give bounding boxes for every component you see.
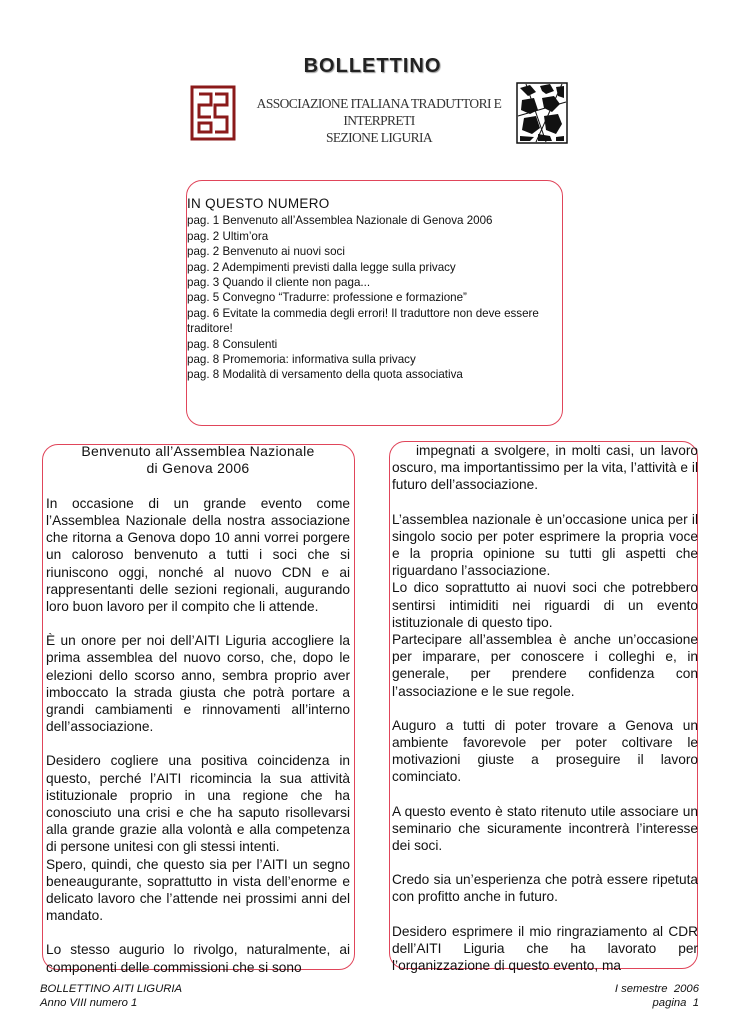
footer-issue: Anno VIII numero 1 (40, 997, 138, 1009)
toc (187, 196, 559, 383)
article-paragraph: Desidero cogliere una positiva coincidenza in questo, perché l’AITI ricomincia la sua attività istituzionale proprio in una regione che ha conosciuto una crisi e che ha saputo risollevarsi alla grande grazie alla volontà e alla competenza di persone unitesi con gli stessi intenti. (46, 753, 350, 855)
footer-publication: BOLLETTINO AITI LIGURIA (40, 983, 183, 995)
footer-left (40, 982, 182, 1010)
article-paragraph: Lo stesso augurio lo rivolgo, naturalmente, ai componenti delle commissioni che si sono (46, 942, 350, 975)
association-line-1: ASSOCIAZIONE ITALIANA TRADUTTORI E INTERPRETI (256, 96, 502, 128)
toc-item: pag. 2 Benvenuto ai nuovi soci (187, 245, 345, 259)
article-paragraph: Lo dico soprattutto ai nuovi soci che potrebbero sentirsi intimiditi nei riguardi di un evento istituzionale di questo tipo. (392, 580, 698, 630)
aiti-logo-icon (190, 85, 236, 141)
liguria-emblem-icon (516, 82, 568, 144)
article-paragraph: A questo evento è stato ritenuto utile associare un seminario che sicuramente incontrerà l’interesse dei soci. (392, 803, 698, 854)
article-paragraph: Credo sia un’esperienza che potrà essere ripetuta con profitto anche in futuro. (392, 872, 698, 905)
bulletin-title: BOLLETTINO (303, 55, 442, 77)
toc-item: pag. 2 Adempimenti previsti dalla legge sulla privacy (187, 260, 456, 274)
toc-item: pag. 6 Evitate la commedia degli errori! Il traduttore non deve essere traditore! (187, 306, 539, 336)
article-paragraph: In occasione di un grande evento come l’Assemblea Nazionale della nostra associazione che ritorna a Genova dopo 10 anni vorrei porgere un caloroso benvenuto a tutti i soci che si riuniscono oggi, nonché al nuovo CDN e ai rappresentanti delle sezioni regionali, augurando loro buon lavoro per il compito che li attende. (46, 495, 350, 615)
toc-item: pag. 8 Promemoria: informativa sulla privacy (187, 353, 416, 367)
association-line-2: SEZIONE LIGURIA (325, 130, 433, 145)
toc-heading: IN QUESTO NUMERO (187, 196, 330, 211)
article-column-left (46, 443, 350, 976)
article-title (46, 443, 350, 478)
article-paragraph: impegnati a svolgere, in molti casi, un lavoro oscuro, ma importantissimo per la vita, l’attività e il futuro dell’associazione. (392, 443, 698, 493)
article-paragraph: È un onore per noi dell’AITI Liguria accogliere la prima assemblea del nuovo corso, che, dopo le elezioni dello scorso anno, sembra proprio aver imboccato la strada giusta che potrà portare a grandi cambiamenti e rinnovamenti all’interno dell’associazione. (46, 633, 350, 735)
footer-page-number: pagina 1 (652, 997, 699, 1009)
toc-item: pag. 8 Modalità di versamento della quota associativa (187, 368, 463, 382)
article-paragraph: Partecipare all’assemblea è anche un’occasione per imparare, per conoscere i colleghi e, in generale, per prendere confidenza con l’associazione e le sue regole. (392, 632, 698, 699)
toc-item: pag. 1 Benvenuto all’Assemblea Nazionale di Genova 2006 (187, 214, 493, 228)
article-paragraph: Desidero esprimere il mio ringraziamento al CDR dell’AITI Liguria che ha lavorato per l’organizzazione di questo evento, ma (392, 923, 698, 974)
association-name (244, 95, 514, 146)
article-title-line-1: Benvenuto all’Assemblea Nazionale (81, 443, 315, 459)
article-paragraph: L’assemblea nazionale è un’occasione unica per il singolo socio per poter esprimere la propria voce e la propria opinione su tutti gli aspetti che riguardano l’associazione. (392, 511, 698, 579)
article-title-line-2: di Genova 2006 (146, 460, 250, 477)
article-column-right (392, 442, 698, 974)
toc-item: pag. 8 Consulenti (187, 337, 278, 351)
toc-item: pag. 2 Ultim’ora (187, 229, 269, 243)
article-paragraph: Auguro a tutti di poter trovare a Genova un ambiente favorevole per poter coltivare le motivazioni giuste a proseguire il lavoro cominciato. (392, 717, 698, 785)
toc-item: pag. 3 Quando il cliente non paga... (187, 276, 371, 290)
footer-semester: I semestre 2006 (614, 983, 699, 995)
toc-item: pag. 5 Convegno “Tradurre: professione e formazione” (187, 291, 467, 305)
article-paragraph: Spero, quindi, che questo sia per l’AITI un segno beneaugurante, soprattutto in vista dell’enorme e delicato lavoro che l’attende nei prossimi anni del mandato. (46, 856, 350, 924)
footer-right (560, 982, 699, 1010)
